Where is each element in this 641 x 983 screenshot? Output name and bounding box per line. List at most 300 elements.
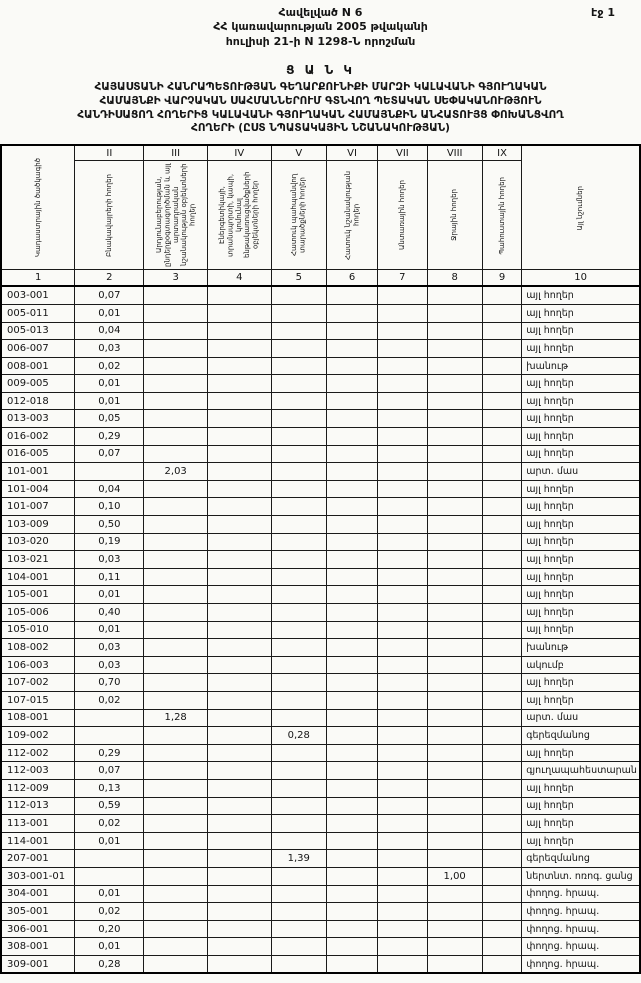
decree-line-1: ՀՀ կառավարության 2005 թվականի <box>213 20 428 34</box>
column-header-cell <box>522 145 640 270</box>
page-number-label: էջ 1 <box>591 6 615 19</box>
value-cell <box>144 286 208 304</box>
value-cell <box>326 428 377 446</box>
note-cell: այլ հողեր <box>522 815 640 833</box>
value-cell <box>482 867 521 885</box>
value-cell <box>207 815 271 833</box>
value-cell <box>207 955 271 973</box>
cadastral-code-cell: 006-007 <box>1 340 75 358</box>
cadastral-code-cell: 013-003 <box>1 410 75 428</box>
column-header-label: Անտառային հողեր <box>398 180 407 251</box>
value-cell <box>271 357 326 375</box>
value-cell <box>144 903 208 921</box>
value-cell <box>378 568 427 586</box>
value-cell <box>378 850 427 868</box>
table-row <box>1 322 640 340</box>
value-cell: 0,01 <box>75 832 144 850</box>
value-cell <box>482 903 521 921</box>
value-cell <box>378 604 427 622</box>
table-row <box>1 410 640 428</box>
value-cell: 1,00 <box>427 867 482 885</box>
value-cell <box>271 797 326 815</box>
cadastral-code-cell: 101-007 <box>1 498 75 516</box>
value-cell <box>427 850 482 868</box>
value-cell: 0,07 <box>75 762 144 780</box>
table-row <box>1 586 640 604</box>
value-cell: 0,01 <box>75 375 144 393</box>
value-cell <box>427 463 482 481</box>
value-cell: 0,70 <box>75 674 144 692</box>
column-number: 8 <box>427 270 482 287</box>
value-cell <box>482 410 521 428</box>
column-number: 3 <box>144 270 208 287</box>
cadastral-code-cell: 003-001 <box>1 286 75 304</box>
value-cell <box>427 674 482 692</box>
value-cell <box>482 463 521 481</box>
value-cell <box>378 533 427 551</box>
value-cell <box>427 656 482 674</box>
value-cell <box>207 304 271 322</box>
value-cell <box>207 938 271 956</box>
value-cell <box>144 727 208 745</box>
value-cell <box>144 340 208 358</box>
note-cell: արտ. մաս <box>522 463 640 481</box>
value-cell <box>482 304 521 322</box>
value-cell <box>482 639 521 657</box>
value-cell <box>326 920 377 938</box>
value-cell <box>207 463 271 481</box>
value-cell <box>427 779 482 797</box>
column-header-label: Արդյունաբերության, ընդերքօգտագործման և այլ արտադրական նշանակության օբյեկտների հողեր <box>154 163 197 268</box>
value-cell <box>378 691 427 709</box>
value-cell <box>207 533 271 551</box>
value-cell <box>482 322 521 340</box>
value-cell: 0,59 <box>75 797 144 815</box>
value-cell <box>482 656 521 674</box>
value-cell <box>271 621 326 639</box>
value-cell: 0,01 <box>75 621 144 639</box>
column-header-cell <box>1 145 75 270</box>
value-cell <box>378 867 427 885</box>
value-cell <box>378 286 427 304</box>
column-header-cell <box>144 161 208 270</box>
value-cell <box>144 445 208 463</box>
value-cell <box>326 779 377 797</box>
table-row <box>1 797 640 815</box>
note-cell: գերեզմանոց <box>522 850 640 868</box>
column-number: 5 <box>271 270 326 287</box>
value-cell <box>207 691 271 709</box>
table-row <box>1 955 640 973</box>
value-cell <box>482 691 521 709</box>
value-cell <box>144 392 208 410</box>
value-cell <box>482 568 521 586</box>
cadastral-code-cell: 009-005 <box>1 375 75 393</box>
value-cell <box>144 428 208 446</box>
value-cell <box>326 568 377 586</box>
value-cell <box>427 762 482 780</box>
table-row <box>1 498 640 516</box>
value-cell <box>271 779 326 797</box>
value-cell <box>378 463 427 481</box>
value-cell <box>326 445 377 463</box>
value-cell <box>482 744 521 762</box>
note-cell: այլ հողեր <box>522 551 640 569</box>
value-cell <box>378 779 427 797</box>
value-cell <box>482 727 521 745</box>
value-cell <box>378 498 427 516</box>
value-cell <box>271 586 326 604</box>
table-body <box>1 286 640 973</box>
value-cell <box>482 498 521 516</box>
note-cell: այլ հողեր <box>522 340 640 358</box>
value-cell <box>75 867 144 885</box>
column-number: 1 <box>1 270 75 287</box>
column-header-cell <box>75 161 144 270</box>
value-cell <box>326 322 377 340</box>
table-row <box>1 709 640 727</box>
note-cell: այլ հողեր <box>522 286 640 304</box>
value-cell <box>75 727 144 745</box>
note-cell: այլ հողեր <box>522 516 640 534</box>
value-cell <box>482 938 521 956</box>
value-cell <box>482 850 521 868</box>
table-row <box>1 850 640 868</box>
value-cell <box>207 445 271 463</box>
note-cell: այլ հողեր <box>522 304 640 322</box>
note-cell: այլ հողեր <box>522 375 640 393</box>
value-cell: 0,03 <box>75 656 144 674</box>
value-cell <box>326 709 377 727</box>
value-cell <box>144 322 208 340</box>
note-cell: այլ հողեր <box>522 480 640 498</box>
column-number: 7 <box>378 270 427 287</box>
value-cell <box>326 885 377 903</box>
cadastral-code-cell: 107-015 <box>1 691 75 709</box>
value-cell: 0,07 <box>75 445 144 463</box>
value-cell <box>482 885 521 903</box>
value-cell <box>482 674 521 692</box>
cadastral-code-cell: 113-001 <box>1 815 75 833</box>
note-cell: այլ հողեր <box>522 586 640 604</box>
value-cell <box>427 920 482 938</box>
value-cell <box>207 920 271 938</box>
value-cell <box>427 322 482 340</box>
value-cell <box>144 410 208 428</box>
cadastral-code-cell: 303-001-01 <box>1 867 75 885</box>
value-cell <box>207 621 271 639</box>
value-cell <box>75 850 144 868</box>
value-cell <box>427 903 482 921</box>
note-cell: այլ հողեր <box>522 322 640 340</box>
value-cell <box>144 516 208 534</box>
value-cell <box>144 375 208 393</box>
column-number-row <box>1 270 640 287</box>
value-cell <box>482 920 521 938</box>
value-cell: 0,07 <box>75 286 144 304</box>
roman-numeral: VI <box>326 145 377 161</box>
value-cell <box>207 516 271 534</box>
table-row <box>1 375 640 393</box>
value-cell <box>378 762 427 780</box>
value-cell <box>271 832 326 850</box>
value-cell <box>144 920 208 938</box>
value-cell <box>207 428 271 446</box>
value-cell <box>207 797 271 815</box>
note-cell: փողոց. հրապ. <box>522 938 640 956</box>
table-row <box>1 392 640 410</box>
column-header-label: Կադաստրային ծածկագիծ <box>33 158 42 258</box>
roman-numeral: IV <box>207 145 271 161</box>
note-cell: այլ հողեր <box>522 392 640 410</box>
cadastral-code-cell: 108-001 <box>1 709 75 727</box>
value-cell <box>427 304 482 322</box>
value-cell <box>271 551 326 569</box>
column-number: 4 <box>207 270 271 287</box>
value-cell <box>144 656 208 674</box>
column-header-cell <box>207 161 271 270</box>
value-cell <box>326 727 377 745</box>
land-parcels-table <box>0 144 641 974</box>
cadastral-code-cell: 305-001 <box>1 903 75 921</box>
table-row <box>1 903 640 921</box>
column-number: 2 <box>75 270 144 287</box>
title-line-2: ՀԱՄԱՅՆՔԻ ՎԱՐՉԱԿԱՆ ՍԱՀՄԱՆՆԵՐՈՒՄ ԳՏՆՎՈՂ ՊԵՏԱԿԱՆ ՍԵՓԱԿԱՆՈՒԹՅՈՒՆ <box>99 94 542 107</box>
value-cell <box>144 357 208 375</box>
value-cell <box>207 322 271 340</box>
column-header-cell <box>326 161 377 270</box>
value-cell <box>144 815 208 833</box>
value-cell <box>271 639 326 657</box>
note-cell: խանութ <box>522 357 640 375</box>
value-cell <box>427 955 482 973</box>
value-cell: 0,13 <box>75 779 144 797</box>
value-cell: 0,04 <box>75 480 144 498</box>
value-cell <box>75 463 144 481</box>
value-cell <box>326 903 377 921</box>
title-line-1: ՀԱՅԱՍՏԱՆԻ ՀԱՆՐԱՊԵՏՈՒԹՅԱՆ ԳԵՂԱՐՔՈՒՆԻՔԻ ՄԱՐԶԻ ԿԱԼԱՎԱՆԻ ԳՅՈՒՂԱԿԱՆ <box>94 80 547 93</box>
value-cell <box>271 322 326 340</box>
cadastral-code-cell: 112-009 <box>1 779 75 797</box>
value-cell <box>326 480 377 498</box>
value-cell <box>326 498 377 516</box>
value-cell <box>326 797 377 815</box>
value-cell <box>482 357 521 375</box>
value-cell <box>326 392 377 410</box>
value-cell <box>378 955 427 973</box>
table-row <box>1 744 640 762</box>
roman-row <box>1 145 640 161</box>
value-cell <box>207 867 271 885</box>
cadastral-code-cell: 207-001 <box>1 850 75 868</box>
value-cell <box>427 480 482 498</box>
table-row <box>1 428 640 446</box>
note-cell: գերեզմանոց <box>522 727 640 745</box>
value-cell <box>271 392 326 410</box>
value-cell <box>326 621 377 639</box>
value-cell: 0,02 <box>75 691 144 709</box>
value-cell <box>271 304 326 322</box>
value-cell: 0,02 <box>75 903 144 921</box>
value-cell <box>207 410 271 428</box>
column-number: 6 <box>326 270 377 287</box>
table-row <box>1 286 640 304</box>
value-cell <box>378 903 427 921</box>
value-cell <box>207 709 271 727</box>
value-cell <box>271 480 326 498</box>
value-cell <box>207 779 271 797</box>
value-cell <box>427 375 482 393</box>
value-cell: 0,03 <box>75 551 144 569</box>
cadastral-code-cell: 106-003 <box>1 656 75 674</box>
table-row <box>1 445 640 463</box>
value-cell <box>207 392 271 410</box>
value-cell <box>378 639 427 657</box>
cadastral-code-cell: 112-013 <box>1 797 75 815</box>
value-cell <box>326 867 377 885</box>
cadastral-code-cell: 306-001 <box>1 920 75 938</box>
value-cell <box>427 568 482 586</box>
table-row <box>1 516 640 534</box>
value-cell <box>326 691 377 709</box>
table-row <box>1 639 640 657</box>
value-cell <box>144 639 208 657</box>
note-cell: այլ հողեր <box>522 568 640 586</box>
value-cell <box>271 568 326 586</box>
value-cell <box>207 375 271 393</box>
value-cell <box>427 885 482 903</box>
value-cell <box>207 656 271 674</box>
value-cell <box>482 551 521 569</box>
cadastral-code-cell: 005-011 <box>1 304 75 322</box>
value-cell <box>326 656 377 674</box>
table-row <box>1 463 640 481</box>
value-cell <box>144 850 208 868</box>
value-cell <box>427 691 482 709</box>
value-cell <box>378 885 427 903</box>
table-row <box>1 551 640 569</box>
value-cell <box>144 304 208 322</box>
column-header-cell <box>427 161 482 270</box>
value-cell <box>427 797 482 815</box>
value-cell <box>326 955 377 973</box>
value-cell <box>271 410 326 428</box>
value-cell <box>326 744 377 762</box>
value-cell <box>427 815 482 833</box>
value-cell <box>482 480 521 498</box>
table-row <box>1 621 640 639</box>
value-cell <box>482 286 521 304</box>
roman-numeral: III <box>144 145 208 161</box>
value-cell <box>326 533 377 551</box>
table-row <box>1 304 640 322</box>
value-cell <box>482 586 521 604</box>
value-cell <box>326 815 377 833</box>
note-cell: արտ. մաս <box>522 709 640 727</box>
column-header-label: Էներգետիկայի, տրանսպորտի, կապի, կոմունալ ենթակառուցվածքների օբյեկտների հողեր <box>218 172 260 259</box>
value-cell <box>144 533 208 551</box>
appendix-line: Հավելված N 6 <box>278 6 363 19</box>
table-row <box>1 691 640 709</box>
value-cell <box>326 375 377 393</box>
value-cell <box>207 744 271 762</box>
note-cell: այլ հողեր <box>522 498 640 516</box>
value-cell: 0,11 <box>75 568 144 586</box>
value-cell <box>144 674 208 692</box>
cadastral-code-cell: 109-002 <box>1 727 75 745</box>
value-cell <box>482 621 521 639</box>
value-cell <box>207 340 271 358</box>
value-cell <box>144 867 208 885</box>
value-cell <box>326 357 377 375</box>
value-cell <box>482 340 521 358</box>
note-cell: գյուղապահեստարան <box>522 762 640 780</box>
value-cell <box>326 832 377 850</box>
cadastral-code-cell: 016-002 <box>1 428 75 446</box>
note-cell: փողոց. հրապ. <box>522 903 640 921</box>
cadastral-code-cell: 112-002 <box>1 744 75 762</box>
value-cell <box>271 920 326 938</box>
value-cell <box>427 340 482 358</box>
note-cell: ներտնտ. ոռոգ. ցանց <box>522 867 640 885</box>
column-header-label: Պահուստային հողեր <box>497 176 506 255</box>
value-cell <box>427 709 482 727</box>
value-cell <box>378 709 427 727</box>
value-cell <box>427 832 482 850</box>
value-cell: 0,01 <box>75 304 144 322</box>
table-row <box>1 867 640 885</box>
note-cell: այլ հողեր <box>522 533 640 551</box>
value-cell: 0,05 <box>75 410 144 428</box>
value-cell <box>207 639 271 657</box>
value-cell <box>326 516 377 534</box>
note-cell: այլ հողեր <box>522 410 640 428</box>
value-cell <box>378 322 427 340</box>
cadastral-code-cell: 103-009 <box>1 516 75 534</box>
table-row <box>1 604 640 622</box>
value-cell <box>326 674 377 692</box>
column-header-cell <box>271 161 326 270</box>
table-row <box>1 656 640 674</box>
value-cell <box>482 779 521 797</box>
note-cell: այլ հողեր <box>522 779 640 797</box>
value-cell: 0,01 <box>75 586 144 604</box>
column-number: 10 <box>522 270 640 287</box>
value-cell <box>271 885 326 903</box>
value-cell <box>482 428 521 446</box>
column-number: 9 <box>482 270 521 287</box>
value-cell <box>378 516 427 534</box>
value-cell <box>378 797 427 815</box>
cadastral-code-cell: 105-010 <box>1 621 75 639</box>
value-cell <box>271 340 326 358</box>
note-cell: փողոց. հրապ. <box>522 955 640 973</box>
list-heading: Ց Ա Ն Կ <box>286 62 355 77</box>
table-row <box>1 920 640 938</box>
value-cell: 0,19 <box>75 533 144 551</box>
value-cell <box>144 568 208 586</box>
value-cell <box>427 286 482 304</box>
value-cell: 0,03 <box>75 340 144 358</box>
cadastral-code-cell: 008-001 <box>1 357 75 375</box>
table-row <box>1 533 640 551</box>
cadastral-code-cell: 104-001 <box>1 568 75 586</box>
cadastral-code-cell: 103-021 <box>1 551 75 569</box>
value-cell <box>326 286 377 304</box>
note-cell: փողոց. հրապ. <box>522 885 640 903</box>
value-cell: 0,01 <box>75 885 144 903</box>
value-cell <box>427 727 482 745</box>
